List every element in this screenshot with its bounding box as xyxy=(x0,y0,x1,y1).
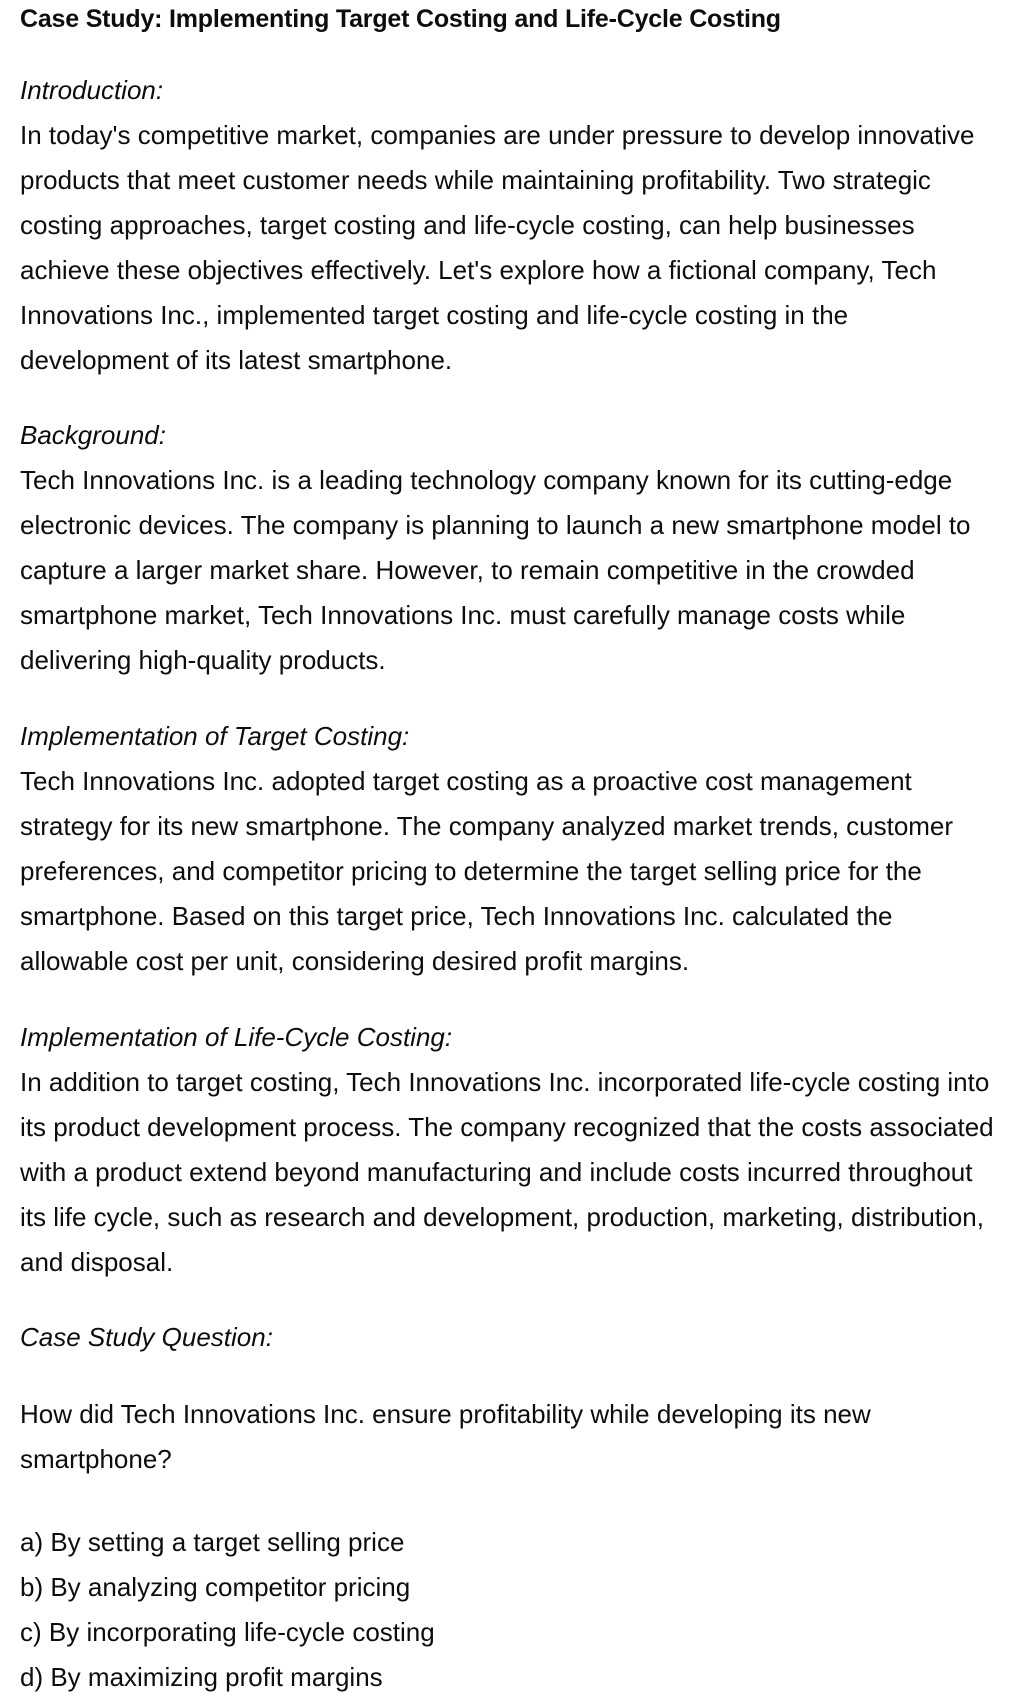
answer-options-list xyxy=(20,1520,1000,1700)
life-cycle-costing-paragraph: In addition to target costing, Tech Innovations Inc. incorporated life-cycle costing into its product development process. The company recognized that the costs associated with a product extend beyond manufacturing and include costs incurred throughout its life cycle, such as research and development, production, marketing, distribution, and disposal. xyxy=(20,1067,994,1277)
background-paragraph: Tech Innovations Inc. is a leading technology company known for its cutting-edge electronic devices. The company is planning to launch a new smartphone model to capture a larger market share. However, to remain competitive in the crowded smartphone market, Tech Innovations Inc. must carefully manage costs while delivering high-quality products. xyxy=(20,465,971,675)
target-costing-heading: Implementation of Target Costing: xyxy=(20,721,410,751)
question-heading-section xyxy=(20,1315,1000,1360)
answer-option-c: c) By incorporating life-cycle costing xyxy=(20,1617,435,1647)
background-section xyxy=(20,413,1000,683)
case-study-question-text: How did Tech Innovations Inc. ensure profitability while developing its new smartphone? xyxy=(20,1399,871,1474)
answer-option-b: b) By analyzing competitor pricing xyxy=(20,1572,411,1602)
answer-option-d: d) By maximizing profit margins xyxy=(20,1662,383,1692)
target-costing-section xyxy=(20,714,1000,984)
background-heading: Background: xyxy=(20,420,166,450)
life-cycle-costing-heading: Implementation of Life-Cycle Costing: xyxy=(20,1022,453,1052)
answer-option-a: a) By setting a target selling price xyxy=(20,1527,405,1557)
document-title: Case Study: Implementing Target Costing and Life-Cycle Costing xyxy=(20,5,781,33)
introduction-heading: Introduction: xyxy=(20,75,164,105)
case-study-question-heading: Case Study Question: xyxy=(20,1322,273,1352)
introduction-paragraph: In today's competitive market, companies are under pressure to develop innovative products that meet customer needs while maintaining profitability. Two strategic costing approaches, target costing and life-cycle costing, can help businesses achieve these objectives effectively. Let's explore how a fictional company, Tech Innovations Inc., implemented target costing and life-cycle costing in the development of its latest smartphone. xyxy=(20,120,975,375)
target-costing-paragraph: Tech Innovations Inc. adopted target costing as a proactive cost management strategy for its new smartphone. The company analyzed market trends, customer preferences, and competitor pricing to determine the target selling price for the smartphone. Based on this target price, Tech Innovations Inc. calculated the allowable cost per unit, considering desired profit margins. xyxy=(20,766,954,976)
introduction-section xyxy=(20,68,1000,383)
question-section xyxy=(20,1392,1000,1482)
life-cycle-costing-section xyxy=(20,1015,1000,1285)
